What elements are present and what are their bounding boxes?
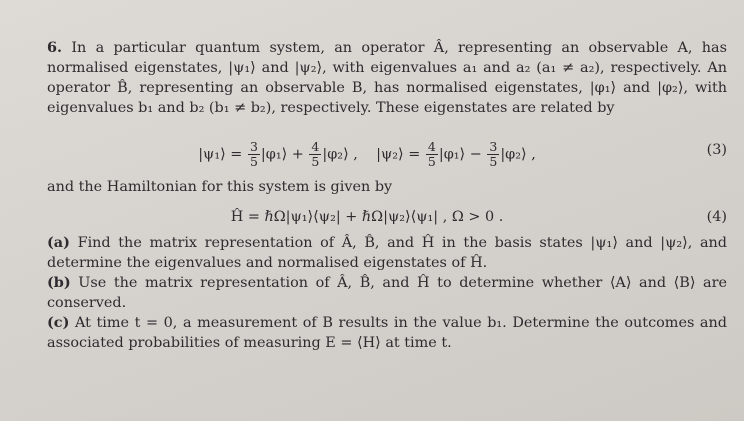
part-c-label: (c) (47, 314, 70, 331)
eq3-frac3-den: 5 (427, 154, 436, 169)
equation-3 (47, 127, 727, 173)
eq3-frac1-num: 3 (249, 139, 258, 154)
eq3-frac2-den: 5 (311, 154, 320, 169)
part-b (47, 273, 727, 313)
equation-4-body: Ĥ = ℏΩ|ψ₁⟩⟨ψ₂| + ℏΩ|ψ₂⟩⟨ψ₁| , Ω > 0 . (230, 209, 504, 225)
equation-3-label: (3) (706, 142, 727, 158)
eq3-term1: |φ₁⟩ + (260, 146, 304, 163)
equation-4 (47, 205, 727, 231)
eq3-frac3 (426, 140, 438, 169)
hamiltonian-intro: and the Hamiltonian for this system is given by (47, 179, 393, 195)
eq3-frac3-num: 4 (427, 139, 436, 154)
eq3-lhs1: |ψ₁⟩ = (198, 146, 243, 163)
part-c-text: At time t = 0, a measurement of B results in the value b₁. Determine the outcomes and associated probabilities of measuring E = ⟨H⟩ at time t. (47, 315, 727, 351)
equation-3-body (47, 140, 687, 169)
eq3-term4: |φ₂⟩ , (500, 146, 536, 163)
part-a-text: Find the matrix representation of Â, B̂, and Ĥ in the basis states |ψ₁⟩ and |ψ₂⟩, and determine the eigenvalues and normalised eigenstates of Ĥ. (47, 235, 727, 271)
eq3-frac4-num: 3 (489, 139, 498, 154)
eq3-term3: |φ₁⟩ − (438, 146, 482, 163)
equation-4-label: (4) (706, 209, 727, 225)
eq3-lhs2: |ψ₂⟩ = (376, 146, 421, 163)
eq3-frac1-den: 5 (249, 154, 258, 169)
eq3-frac4 (487, 140, 499, 169)
problem-content (47, 38, 727, 353)
part-c (47, 313, 727, 353)
eq3-frac2 (309, 140, 321, 169)
part-a (47, 233, 727, 273)
problem-number: 6. (47, 39, 63, 56)
problem-intro: In a particular quantum system, an operator Â, representing an observable A, has normalised eigenstates, |ψ₁⟩ and |ψ₂⟩, with eigenvalues a₁ and a₂ (a₁ ≠ a₂), respectively. An operator B̂, representing an observable B, has normalised eigenstates, |φ₁⟩ and |φ₂⟩, with eigenvalues b₁ and b₂ (b₁ ≠ b₂), respectively. These eigenstates are related by (47, 40, 727, 116)
problem-statement (47, 38, 727, 118)
eq3-term2: |φ₂⟩ , (322, 146, 358, 163)
part-b-label: (b) (47, 274, 71, 291)
eq3-frac2-num: 4 (311, 139, 320, 154)
eq3-frac1 (248, 140, 260, 169)
part-b-text: Use the matrix representation of Â, B̂, and Ĥ to determine whether ⟨A⟩ and ⟨B⟩ are conserved. (47, 275, 727, 311)
part-a-label: (a) (47, 234, 70, 251)
eq3-frac4-den: 5 (489, 154, 498, 169)
